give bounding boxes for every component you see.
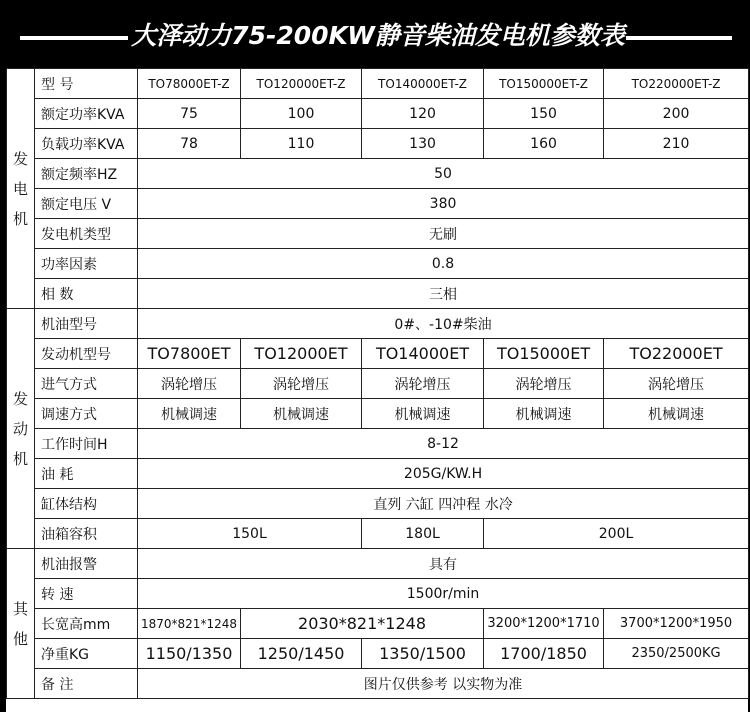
category-char: 其 xyxy=(12,599,28,618)
row-label: 额定电压 V xyxy=(35,189,138,219)
row-label: 备 注 xyxy=(35,669,138,699)
cell: 机械调速 xyxy=(604,399,749,429)
cell: 120 xyxy=(362,99,484,129)
cell: 75 xyxy=(138,99,241,129)
cell: 150L xyxy=(138,519,362,549)
cell: 8-12 xyxy=(138,429,749,459)
table-row xyxy=(7,429,749,459)
category-char: 发 xyxy=(12,149,28,168)
cell: 3700*1200*1950 xyxy=(604,609,749,639)
cell: 3200*1200*1710 xyxy=(484,609,604,639)
row-label: 相 数 xyxy=(35,279,138,309)
cell: 三相 xyxy=(138,279,749,309)
table-row xyxy=(7,579,749,609)
row-label: 工作时间H xyxy=(35,429,138,459)
cell: TO12000ET xyxy=(241,339,362,369)
cell: 2030*821*1248 xyxy=(241,609,484,639)
cell: TO140000ET-Z xyxy=(362,69,484,99)
table-row xyxy=(7,549,749,579)
row-label: 负载功率KVA xyxy=(35,129,138,159)
cell: 150 xyxy=(484,99,604,129)
cell: TO220000ET-Z xyxy=(604,69,749,99)
cell: 机械调速 xyxy=(241,399,362,429)
table-row xyxy=(7,519,749,549)
cell: TO150000ET-Z xyxy=(484,69,604,99)
header-line-right xyxy=(626,36,732,40)
category-char: 动 xyxy=(12,419,28,438)
table-row xyxy=(7,129,749,159)
cell: TO78000ET-Z xyxy=(138,69,241,99)
cell: 1250/1450 xyxy=(241,639,362,669)
header xyxy=(0,0,750,68)
cell: 2350/2500KG xyxy=(604,639,749,669)
cell: 机械调速 xyxy=(484,399,604,429)
row-label: 功率因素 xyxy=(35,249,138,279)
cell: 78 xyxy=(138,129,241,159)
table-row xyxy=(7,249,749,279)
cell: 具有 xyxy=(138,549,749,579)
spec-table-container xyxy=(6,68,748,712)
cell: TO14000ET xyxy=(362,339,484,369)
cell: 涡轮增压 xyxy=(241,369,362,399)
row-label: 机油报警 xyxy=(35,549,138,579)
cell: 1870*821*1248 xyxy=(138,609,241,639)
header-line-left xyxy=(20,36,128,40)
table-row xyxy=(7,99,749,129)
cell: 110 xyxy=(241,129,362,159)
table-row xyxy=(7,369,749,399)
cell: 图片仅供参考 以实物为准 xyxy=(138,669,749,699)
cell: 210 xyxy=(604,129,749,159)
cell: 涡轮增压 xyxy=(604,369,749,399)
table-row xyxy=(7,309,749,339)
cell: 涡轮增压 xyxy=(484,369,604,399)
table-row xyxy=(7,159,749,189)
row-label: 转 速 xyxy=(35,579,138,609)
cell: 50 xyxy=(138,159,749,189)
row-label: 额定功率KVA xyxy=(35,99,138,129)
category-char: 机 xyxy=(12,209,28,228)
category-engine xyxy=(7,309,35,549)
cell: 无刷 xyxy=(138,219,749,249)
cell: 1700/1850 xyxy=(484,639,604,669)
row-label: 油 耗 xyxy=(35,459,138,489)
cell: 1350/1500 xyxy=(362,639,484,669)
row-label: 进气方式 xyxy=(35,369,138,399)
row-label: 缸体结构 xyxy=(35,489,138,519)
cell: 130 xyxy=(362,129,484,159)
category-char: 发 xyxy=(12,389,28,408)
table-row xyxy=(7,339,749,369)
row-label: 长宽高mm xyxy=(35,609,138,639)
table-row xyxy=(7,459,749,489)
cell: 机械调速 xyxy=(138,399,241,429)
row-label: 机油型号 xyxy=(35,309,138,339)
cell: TO22000ET xyxy=(604,339,749,369)
row-label: 调速方式 xyxy=(35,399,138,429)
spec-table xyxy=(6,68,749,699)
table-row xyxy=(7,489,749,519)
category-char: 电 xyxy=(12,179,28,198)
category-char: 他 xyxy=(12,629,28,648)
category-char: 机 xyxy=(12,449,28,468)
cell: 1500r/min xyxy=(138,579,749,609)
row-label: 油箱容积 xyxy=(35,519,138,549)
table-row xyxy=(7,399,749,429)
cell: 0#、-10#柴油 xyxy=(138,309,749,339)
cell: 200 xyxy=(604,99,749,129)
table-row xyxy=(7,279,749,309)
row-label: 型 号 xyxy=(35,69,138,99)
table-row xyxy=(7,639,749,669)
row-label: 额定频率HZ xyxy=(35,159,138,189)
cell: 100 xyxy=(241,99,362,129)
cell: 1150/1350 xyxy=(138,639,241,669)
row-label: 发动机型号 xyxy=(35,339,138,369)
cell: 200L xyxy=(484,519,749,549)
cell: TO7800ET xyxy=(138,339,241,369)
page-title: 大泽动力75-200KW静音柴油发电机参数表 xyxy=(131,21,625,50)
table-row xyxy=(7,219,749,249)
cell: 涡轮增压 xyxy=(362,369,484,399)
cell: TO120000ET-Z xyxy=(241,69,362,99)
table-row xyxy=(7,69,749,99)
table-row xyxy=(7,189,749,219)
cell: 160 xyxy=(484,129,604,159)
category-other xyxy=(7,549,35,699)
cell: 机械调速 xyxy=(362,399,484,429)
cell: 涡轮增压 xyxy=(138,369,241,399)
cell: 380 xyxy=(138,189,749,219)
row-label: 净重KG xyxy=(35,639,138,669)
category-generator xyxy=(7,69,35,309)
cell: 180L xyxy=(362,519,484,549)
row-label: 发电机类型 xyxy=(35,219,138,249)
cell: 直列 六缸 四冲程 水冷 xyxy=(138,489,749,519)
cell: TO15000ET xyxy=(484,339,604,369)
cell: 0.8 xyxy=(138,249,749,279)
table-row xyxy=(7,669,749,699)
cell: 205G/KW.H xyxy=(138,459,749,489)
table-row xyxy=(7,609,749,639)
